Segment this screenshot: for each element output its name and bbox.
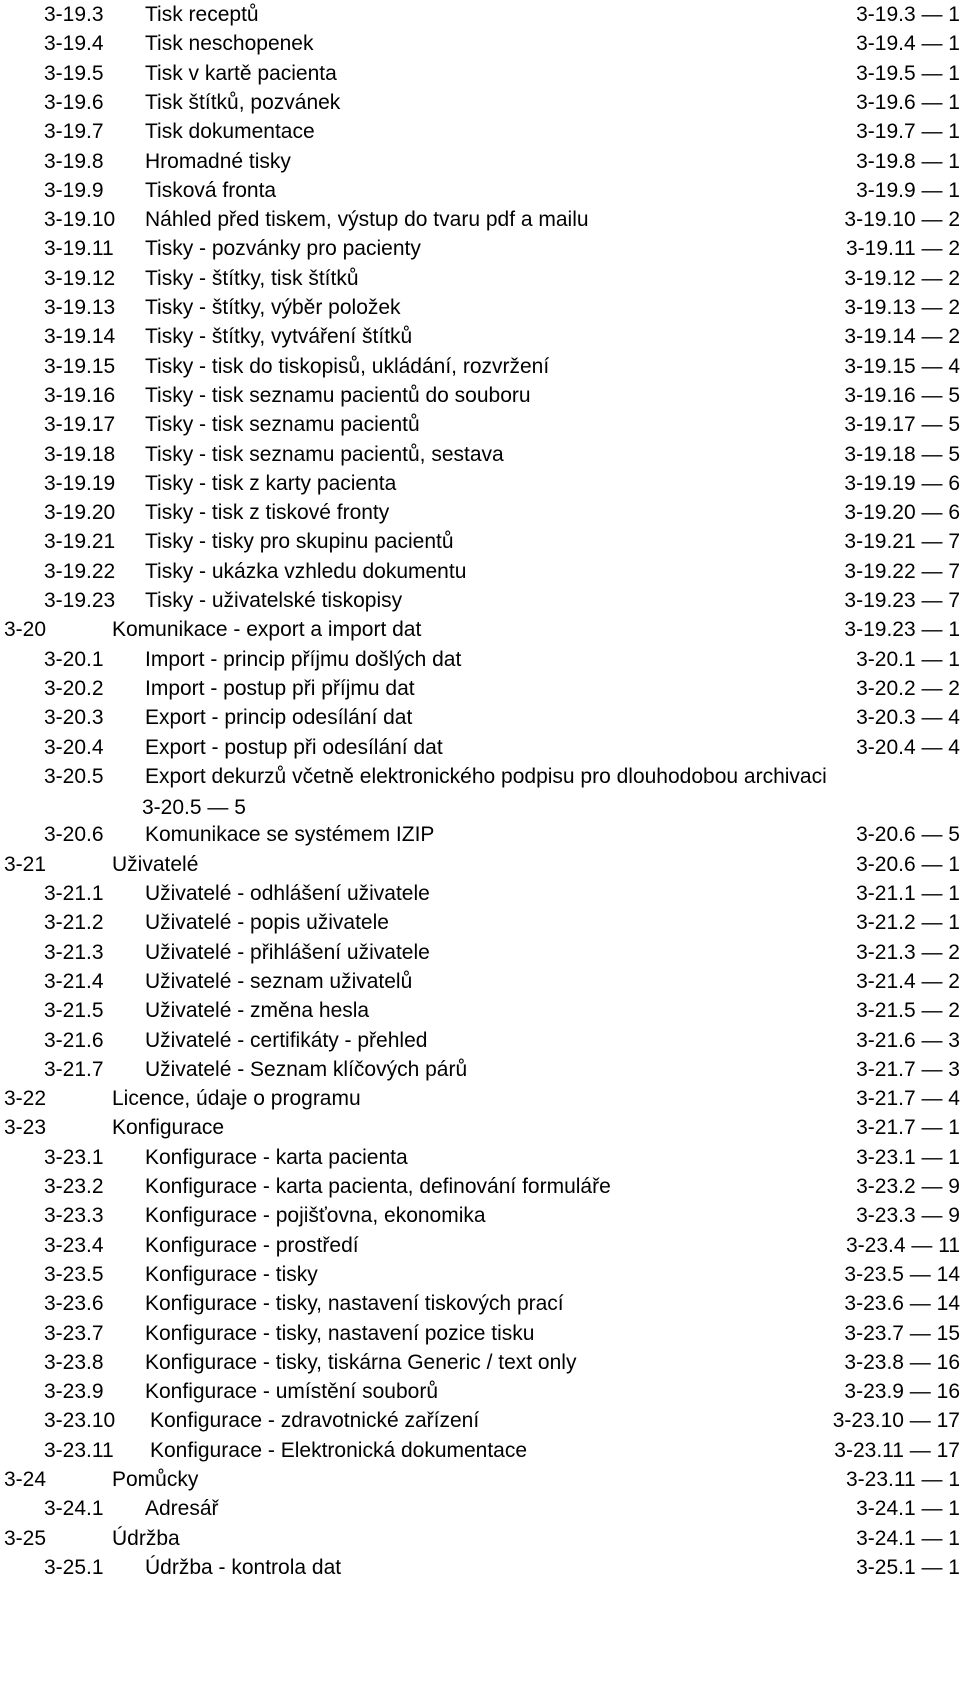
toc-section-row[interactable]	[0, 1172, 960, 1204]
toc-entry-page: 3-21.7 — 1	[856, 1116, 960, 1140]
toc-entry-number: 3-20.4	[44, 735, 104, 759]
toc-section-row[interactable]	[0, 762, 960, 819]
toc-chapter-row[interactable]	[0, 1084, 960, 1116]
toc-entry-title: Konfigurace - pojišťovna, ekonomika	[145, 1204, 486, 1228]
toc-section-row[interactable]	[0, 1494, 960, 1526]
toc-section-row[interactable]	[0, 29, 960, 61]
toc-entry-page: 3-23.2 — 9	[856, 1175, 960, 1198]
toc-entry-page: 3-19.3 — 1	[856, 3, 960, 26]
toc-entry-number: 3-20.1	[44, 647, 104, 671]
toc-entry-page: 3-19.7 — 1	[856, 120, 960, 144]
toc-entry-page: 3-21.2 — 1	[856, 911, 960, 935]
toc-entry-title: Náhled před tiskem, výstup do tvaru pdf a mailu	[145, 208, 589, 232]
toc-entry-page: 3-19.23 — 1	[844, 618, 960, 642]
toc-entry-number: 3-19.18	[44, 442, 116, 466]
toc-entry-title: Tisk štítků, pozvánek	[145, 90, 341, 114]
toc-entry-number: 3-21.1	[44, 882, 104, 905]
toc-entry-page: 3-20.2 — 2	[856, 676, 960, 700]
toc-entry-page: 3-19.22 — 7	[844, 559, 960, 583]
toc-section-row[interactable]	[0, 1436, 960, 1468]
toc-entry-title: Export - princip odesílání dat	[145, 706, 413, 730]
toc-section-row[interactable]	[0, 1553, 960, 1585]
toc-entry-title: Uživatelé - Seznam klíčových párů	[145, 1057, 468, 1081]
toc-entry-number: 3-21.4	[44, 969, 104, 993]
toc-entry-number: 3-21	[4, 852, 47, 876]
toc-section-row[interactable]	[0, 1260, 960, 1292]
toc-entry-title: Tisk neschopenek	[145, 32, 314, 56]
toc-entry-number: 3-20.6	[44, 823, 104, 847]
toc-section-row[interactable]	[0, 1143, 960, 1175]
toc-section-row[interactable]	[0, 1319, 960, 1351]
toc-entry-page: 3-19.6 — 1	[856, 90, 960, 114]
toc-entry-number: 3-25.1	[44, 1555, 104, 1579]
toc-entry-number: 3-20.3	[44, 706, 104, 730]
toc-entry-title: Tisky - tisky pro skupinu pacientů	[145, 530, 454, 554]
toc-entry-page: 3-21.5 — 2	[856, 999, 960, 1023]
toc-entry-page: 3-21.3 — 2	[856, 940, 960, 964]
toc-entry-page: 3-21.1 — 1	[856, 882, 960, 905]
toc-entry-number: 3-19.20	[44, 501, 116, 525]
toc-entry-title: Tisky - pozvánky pro pacienty	[145, 237, 421, 261]
toc-section-row[interactable]	[0, 996, 960, 1028]
toc-section-row[interactable]	[0, 1231, 960, 1263]
toc-entry-number: 3-19.19	[44, 471, 116, 495]
toc-section-row[interactable]	[0, 59, 960, 91]
toc-entry-page: 3-21.6 — 3	[856, 1028, 960, 1052]
toc-entry-title: Konfigurace - tisky, nastavení tiskových prací	[145, 1292, 564, 1316]
toc-entry-number: 3-21.6	[44, 1028, 104, 1052]
toc-entry-page: 3-23.3 — 9	[856, 1204, 960, 1228]
toc-entry-title: Uživatelé - popis uživatele	[145, 911, 389, 935]
toc-entry-number: 3-23.8	[44, 1350, 104, 1374]
toc-entry-page: 3-19.13 — 2	[844, 296, 960, 319]
toc-entry-title: Uživatelé - odhlášení uživatele	[145, 882, 430, 905]
toc-section-row[interactable]	[0, 1026, 960, 1058]
toc-entry-title: Komunikace se systémem IZIP	[145, 823, 435, 847]
toc-section-row[interactable]	[0, 264, 960, 296]
toc-entry-title: Tisky - tisk z karty pacienta	[145, 471, 397, 495]
toc-section-row[interactable]	[0, 1055, 960, 1087]
toc-entry-page: 3-19.15 — 4	[844, 354, 960, 378]
toc-entry-page: 3-20.3 — 4	[856, 706, 960, 730]
toc-entry-number: 3-21.2	[44, 911, 104, 935]
toc-entry-number: 3-19.22	[44, 559, 116, 583]
toc-entry-page: 3-23.9 — 16	[844, 1380, 960, 1404]
toc-entry-page: 3-20.6 — 5	[856, 823, 960, 847]
toc-entry-page: 3-19.20 — 6	[844, 501, 960, 525]
toc-entry-title: Konfigurace - tisky, tiskárna Generic / text only	[145, 1350, 577, 1374]
toc-section-row[interactable]	[0, 1348, 960, 1380]
toc-section-row[interactable]	[0, 1289, 960, 1321]
toc-section-row[interactable]	[0, 879, 960, 911]
toc-entry-number: 3-23.1	[44, 1145, 104, 1169]
toc-section-row[interactable]	[0, 586, 960, 618]
toc-section-row[interactable]	[0, 147, 960, 179]
toc-entry-number: 3-20.2	[44, 676, 104, 700]
toc-entry-page: 3-23.6 — 14	[844, 1292, 960, 1316]
toc-entry-page: 3-20.5 — 5	[142, 795, 246, 819]
toc-section-row[interactable]	[0, 440, 960, 472]
toc-section-row[interactable]	[0, 527, 960, 559]
toc-entry-title: Tisky - tisk seznamu pacientů	[145, 413, 420, 437]
toc-entry-page: 3-23.10 — 17	[832, 1409, 960, 1433]
toc-section-row[interactable]	[0, 381, 960, 413]
toc-section-row[interactable]	[0, 674, 960, 706]
toc-entry-page: 3-19.16 — 5	[844, 383, 960, 407]
toc-section-row[interactable]	[0, 88, 960, 120]
toc-entry-title: Uživatelé - změna hesla	[145, 999, 370, 1023]
toc-entry-title: Export dekurzů včetně elektronického podpisu pro dlouhodobou archivaci	[145, 764, 827, 788]
toc-section-row[interactable]	[0, 293, 960, 325]
toc-section-row[interactable]	[0, 820, 960, 852]
toc-entry-title: Konfigurace - prostředí	[145, 1233, 359, 1257]
toc-section-row[interactable]	[0, 703, 960, 735]
toc-section-row[interactable]	[0, 176, 960, 208]
toc-entry-title: Uživatelé - seznam uživatelů	[145, 969, 413, 993]
toc-section-row[interactable]	[0, 498, 960, 530]
toc-entry-number: 3-19.13	[44, 296, 116, 319]
toc-entry-number: 3-22	[4, 1087, 47, 1111]
toc-entry-title: Údržba - kontrola dat	[145, 1555, 342, 1579]
toc-entry-title: Tisk dokumentace	[145, 120, 315, 144]
toc-entry-number: 3-23.9	[44, 1380, 104, 1404]
toc-entry-number: 3-20	[4, 618, 47, 642]
toc-section-row[interactable]	[0, 908, 960, 940]
toc-entry-number: 3-19.15	[44, 354, 116, 378]
toc-section-row[interactable]	[0, 557, 960, 589]
toc-entry-title: Tisky - tisk do tiskopisů, ukládání, rozvržení	[145, 354, 550, 378]
toc-entry-number: 3-19.17	[44, 413, 116, 437]
toc-section-row[interactable]	[0, 117, 960, 149]
toc-entry-title: Import - princip příjmu došlých dat	[145, 647, 462, 671]
toc-entry-page: 3-19.5 — 1	[856, 61, 960, 85]
toc-entry-title: Licence, údaje o programu	[112, 1087, 361, 1111]
toc-entry-page: 3-21.7 — 3	[856, 1057, 960, 1081]
toc-section-row[interactable]	[0, 938, 960, 970]
toc-entry-number: 3-19.14	[44, 325, 116, 349]
toc-section-row[interactable]	[0, 1377, 960, 1409]
toc-entry-page: 3-19.19 — 6	[844, 471, 960, 495]
toc-entry-page: 3-24.1 — 1	[856, 1526, 960, 1550]
toc-entry-number: 3-19.10	[44, 208, 116, 232]
toc-entry-number: 3-19.6	[44, 90, 104, 114]
toc-entry-number: 3-25	[4, 1526, 47, 1550]
toc-entry-number: 3-21.3	[44, 940, 104, 964]
toc-chapter-row[interactable]	[0, 1113, 960, 1145]
toc-entry-number: 3-23.4	[44, 1233, 104, 1257]
toc-entry-number: 3-21.5	[44, 999, 104, 1023]
toc-section-row[interactable]	[0, 733, 960, 765]
toc-section-row[interactable]	[0, 352, 960, 384]
toc-entry-page: 3-19.4 — 1	[856, 32, 960, 56]
toc-entry-title: Tisky - štítky, tisk štítků	[145, 266, 359, 290]
toc-entry-page: 3-19.23 — 7	[844, 589, 960, 612]
toc-entry-number: 3-24	[4, 1468, 47, 1491]
toc-entry-number: 3-19.4	[44, 32, 104, 56]
toc-section-row[interactable]	[0, 410, 960, 442]
toc-entry-page: 3-20.6 — 1	[856, 852, 960, 876]
toc-entry-page: 3-24.1 — 1	[856, 1497, 960, 1521]
toc-entry-title: Tisky - štítky, výběr položek	[145, 296, 401, 319]
toc-entry-title: Komunikace - export a import dat	[112, 618, 422, 642]
toc-entry-page: 3-23.1 — 1	[856, 1145, 960, 1169]
toc-entry-page: 3-19.11 — 2	[845, 237, 960, 261]
toc-entry-title: Tisk receptů	[145, 3, 259, 26]
toc-entry-title: Tisky - ukázka vzhledu dokumentu	[145, 559, 467, 583]
toc-entry-number: 3-23.11	[44, 1438, 114, 1462]
toc-chapter-row[interactable]	[0, 1524, 960, 1556]
toc-entry-number: 3-19.12	[44, 266, 116, 290]
toc-entry-number: 3-23	[4, 1116, 47, 1140]
toc-entry-page: 3-20.1 — 1	[856, 647, 960, 671]
toc-section-row[interactable]	[0, 967, 960, 999]
toc-entry-page: 3-23.4 — 11	[845, 1233, 960, 1257]
toc-section-row[interactable]	[0, 645, 960, 677]
toc-entry-page: 3-19.14 — 2	[844, 325, 960, 349]
toc-entry-title: Tisk v kartě pacienta	[145, 61, 337, 85]
toc-entry-page: 3-19.21 — 7	[844, 530, 960, 554]
toc-entry-title: Adresář	[145, 1497, 219, 1521]
toc-entry-title: Tisky - uživatelské tiskopisy	[145, 589, 403, 612]
toc-section-row[interactable]	[0, 205, 960, 237]
toc-entry-number: 3-19.21	[44, 530, 116, 554]
toc-entry-number: 3-19.5	[44, 61, 104, 85]
toc-entry-page: 3-19.12 — 2	[844, 266, 960, 290]
toc-entry-title: Uživatelé	[112, 852, 199, 876]
toc-entry-title: Konfigurace - Elektronická dokumentace	[150, 1438, 528, 1462]
toc-entry-page: 3-23.5 — 14	[844, 1262, 960, 1286]
toc-entry-page: 3-21.4 — 2	[856, 969, 960, 993]
toc-entry-title: Hromadné tisky	[145, 149, 291, 173]
toc-entry-number: 3-20.5	[44, 764, 104, 788]
toc-entry-page: 3-19.9 — 1	[856, 178, 960, 202]
toc-entry-number: 3-23.10	[44, 1409, 116, 1433]
toc-entry-title: Pomůcky	[112, 1468, 199, 1491]
toc-entry-page: 3-23.8 — 16	[844, 1350, 960, 1374]
toc-entry-title: Údržba	[112, 1526, 180, 1550]
toc-entry-page: 3-19.10 — 2	[844, 208, 960, 232]
toc-entry-number: 3-19.11	[44, 237, 114, 261]
toc-entry-title: Konfigurace - zdravotnické zařízení	[150, 1409, 480, 1433]
toc-chapter-row[interactable]	[0, 1465, 960, 1497]
toc-entry-number: 3-23.5	[44, 1262, 104, 1286]
toc-entry-number: 3-19.9	[44, 178, 104, 202]
toc-entry-title: Export - postup při odesílání dat	[145, 735, 443, 759]
toc-entry-number: 3-23.6	[44, 1292, 104, 1316]
toc-entry-title: Konfigurace - tisky	[145, 1262, 318, 1286]
toc-entry-number: 3-21.7	[44, 1057, 104, 1081]
toc-entry-number: 3-23.7	[44, 1321, 104, 1345]
toc-entry-title: Uživatelé - certifikáty - přehled	[145, 1028, 428, 1052]
toc-entry-number: 3-24.1	[44, 1497, 104, 1521]
toc-entry-page: 3-23.11 — 17	[834, 1438, 960, 1462]
toc-entry-page: 3-19.8 — 1	[856, 149, 960, 173]
toc-entry-title: Konfigurace - karta pacienta, definování formuláře	[145, 1175, 611, 1198]
toc-entry-number: 3-19.23	[44, 589, 116, 612]
toc-entry-title: Tisky - tisk z tiskové fronty	[145, 501, 390, 525]
toc-entry-page: 3-25.1 — 1	[856, 1555, 960, 1579]
toc-entry-page: 3-23.11 — 1	[845, 1468, 960, 1491]
toc-entry-page: 3-19.17 — 5	[844, 413, 960, 437]
toc-entry-page: 3-20.4 — 4	[856, 735, 960, 759]
toc-entry-title: Uživatelé - přihlášení uživatele	[145, 940, 430, 964]
toc-section-row[interactable]	[0, 0, 960, 32]
toc-entry-title: Konfigurace - tisky, nastavení pozice tisku	[145, 1321, 535, 1345]
toc-section-row[interactable]	[0, 1406, 960, 1438]
toc-chapter-row[interactable]	[0, 615, 960, 647]
toc-entry-title: Konfigurace - umístění souborů	[145, 1380, 438, 1404]
toc-entry-title: Tisky - štítky, vytváření štítků	[145, 325, 413, 349]
toc-entry-number: 3-19.16	[44, 383, 116, 407]
toc-chapter-row[interactable]	[0, 850, 960, 882]
toc-entry-page: 3-19.18 — 5	[844, 442, 960, 466]
toc-entry-number: 3-23.3	[44, 1204, 104, 1228]
toc-entry-number: 3-19.8	[44, 149, 104, 173]
toc-entry-title: Konfigurace - karta pacienta	[145, 1145, 408, 1169]
toc-entry-title: Konfigurace	[112, 1116, 225, 1140]
toc-entry-number: 3-23.2	[44, 1175, 104, 1198]
toc-entry-number: 3-19.7	[44, 120, 104, 144]
toc-entry-title: Tisky - tisk seznamu pacientů, sestava	[145, 442, 504, 466]
toc-entry-page: 3-23.7 — 15	[844, 1321, 960, 1345]
toc-entry-title: Tisky - tisk seznamu pacientů do souboru	[145, 383, 531, 407]
toc-entry-page: 3-21.7 — 4	[856, 1087, 960, 1111]
toc-section-row[interactable]	[0, 1201, 960, 1233]
toc-entry-title: Tisková fronta	[145, 178, 277, 202]
toc-entry-number: 3-19.3	[44, 3, 104, 26]
toc-entry-title: Import - postup při příjmu dat	[145, 676, 415, 700]
toc-section-row[interactable]	[0, 469, 960, 501]
toc-section-row[interactable]	[0, 322, 960, 354]
toc-section-row[interactable]	[0, 234, 960, 266]
